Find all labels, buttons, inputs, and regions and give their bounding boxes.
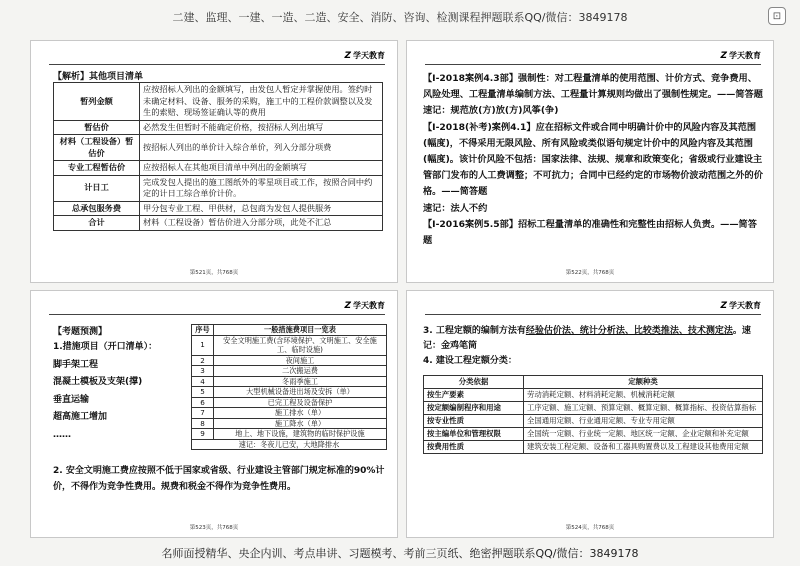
brand-logo-text: 学天教育 <box>353 51 385 60</box>
case-note-2016: 【Ⅰ-2016案例5.5部】招标工程量清单的准确性和完整性由招标人负责。——简答题 <box>423 218 757 247</box>
row-number: 1 <box>192 335 214 355</box>
case-notes <box>423 71 782 249</box>
brand-logo-icon: Z <box>720 300 727 311</box>
row-types: 全国通用定额、行业通用定额、专业专用定额 <box>524 415 763 428</box>
table-row <box>424 389 763 402</box>
row-text: 冬雨季施工 <box>214 376 387 387</box>
row-label: 计日工 <box>54 175 140 201</box>
measures-table <box>191 324 387 450</box>
top-banner <box>0 0 800 34</box>
table-row <box>192 408 387 419</box>
table-note-row <box>192 439 387 450</box>
col-header-no: 序号 <box>192 325 214 336</box>
row-text: 二次搬运费 <box>214 366 387 377</box>
table-row <box>54 201 383 216</box>
row-text: 地上、地下设施，建筑物的临时保护设施 <box>214 429 387 440</box>
table-row <box>424 441 763 454</box>
brand-logo-text: 学天教育 <box>353 301 385 310</box>
header-divider <box>425 314 761 315</box>
page-number: 第523页，共768页 <box>189 525 239 531</box>
page-521 <box>30 40 398 283</box>
page-522 <box>406 40 782 283</box>
mnemonic-note: 速记：法人不约 <box>423 202 488 214</box>
row-number: 9 <box>192 429 214 440</box>
forecast-title: 【考题预测】 <box>53 327 108 337</box>
table-row <box>192 376 387 387</box>
row-text: 材料（工程设备）暂估价进入分部分项，此处不汇总 <box>140 216 383 231</box>
quota-notes <box>423 324 763 369</box>
row-number: 8 <box>192 418 214 429</box>
table-row <box>424 428 763 441</box>
brand-logo-text: 学天教育 <box>729 301 761 310</box>
other-items-table <box>53 82 383 231</box>
row-text: 必然发生但暂时不能确定价格，按招标人列出填写 <box>140 120 383 135</box>
section-heading: 【解析】其他项目清单 <box>53 72 144 82</box>
safety-fee-note: 2. 安全文明施工费应按照不低于国家或省级、行业建设主管部门规定标准的90%计价，不得作为竞争性费用。规费和税金不得作为竞争性费用。 <box>53 466 385 492</box>
row-types: 劳动消耗定额、材料消耗定额、机械消耗定额 <box>524 389 763 402</box>
top-banner-text: 二建、监理、一建、一造、二造、安全、消防、咨询、检测课程押题联系QQ/微信：3849178 <box>172 11 628 24</box>
forecast-list <box>53 325 191 444</box>
row-types: 建筑安装工程定额、设备和工器具购置费以及工程建设其他费用定额 <box>524 441 763 454</box>
row-basis: 按主编单位和管理权限 <box>424 428 524 441</box>
row-text: 施工降水（单） <box>214 418 387 429</box>
brand-logo-icon: Z <box>720 50 727 61</box>
scan-icon[interactable]: ⊡ <box>768 7 786 25</box>
row-basis: 按专业性质 <box>424 415 524 428</box>
table-row <box>424 415 763 428</box>
table-row <box>424 402 763 415</box>
header-divider <box>49 314 385 315</box>
row-text: 夜间施工 <box>214 355 387 366</box>
row-text: 安全文明施工费(含环境保护、文明施工、安全施工、临时设施) <box>214 335 387 355</box>
row-label: 总承包服务费 <box>54 201 140 216</box>
row-text: 大型机械设备进出场及安拆（单） <box>214 387 387 398</box>
header-divider <box>425 64 761 65</box>
brand-logo <box>344 300 385 311</box>
col-header-basis: 分类依据 <box>424 376 524 389</box>
quota-classification-title: 4. 建设工程定额分类： <box>423 356 517 366</box>
case-note-2018-makeup: 【Ⅰ-2018(补考)案例4.1】应在招标文件或合同中明确计价中的风险内容及其范围(幅度)，不得采用无限风险、所有风险或类似语句规定计价中的风险内容及其范围(幅度)。该计价风险不包括：国家法律、法规、规章和政策变化；省级或行业建设主管部门发布的人工费调整；不可抗力；合同中已经约定的市场物价波动范围之外的价格。——简答题 <box>423 121 763 198</box>
forecast-item: 混凝土模板及支架(撑) <box>53 377 143 387</box>
table-row <box>54 135 383 161</box>
header-divider <box>49 64 385 65</box>
table-row <box>192 418 387 429</box>
table-row <box>54 83 383 121</box>
quota-methods-prefix: 3. 工程定额的编制方法有 <box>423 326 526 336</box>
row-label: 材料（工程设备）暂估价 <box>54 135 140 161</box>
col-header-types: 定额种类 <box>524 376 763 389</box>
forecast-item: 超高施工增加 <box>53 412 108 422</box>
brand-logo-icon: Z <box>344 300 351 311</box>
row-label: 合计 <box>54 216 140 231</box>
page-number: 第521页，共768页 <box>189 270 239 276</box>
col-header-item: 一般措施费项目一览表 <box>214 325 387 336</box>
row-basis: 按生产要素 <box>424 389 524 402</box>
table-header-row <box>424 376 763 389</box>
brand-logo <box>720 50 761 61</box>
row-basis: 按费用性质 <box>424 441 524 454</box>
brand-logo-text: 学天教育 <box>729 51 761 60</box>
table-row <box>192 335 387 355</box>
forecast-item: …… <box>53 429 71 440</box>
page-523 <box>30 290 398 538</box>
page-number: 第524页，共768页 <box>565 525 615 531</box>
table-header-row <box>192 325 387 336</box>
forecast-item: 脚手架工程 <box>53 359 99 370</box>
row-number: 2 <box>192 355 214 366</box>
table-note: 速记：冬夜儿已安，大地降排水 <box>192 439 387 450</box>
row-types: 全国统一定额、行业统一定额、地区统一定额、企业定额和补充定额 <box>524 428 763 441</box>
brand-logo <box>720 300 761 311</box>
quota-methods-line <box>423 324 763 354</box>
row-label: 暂列金额 <box>54 83 140 121</box>
quota-classification-table <box>423 375 763 454</box>
row-text: 已完工程及设备保护 <box>214 397 387 408</box>
table-row <box>192 429 387 440</box>
page-number: 第522页，共768页 <box>565 270 615 276</box>
row-text: 完成发包人提出的施工图纸外的零星项目或工作，按照合同中约定的计日工综合单价计价。 <box>140 175 383 201</box>
table-row <box>192 387 387 398</box>
bottom-banner <box>0 540 800 566</box>
row-number: 3 <box>192 366 214 377</box>
forecast-item: 垂直运输 <box>53 394 90 405</box>
table-row <box>54 216 383 231</box>
row-text: 按招标人列出的单价计入综合单价，列入分部分项费 <box>140 135 383 161</box>
table-row <box>54 175 383 201</box>
page-524 <box>406 290 774 538</box>
row-number: 7 <box>192 408 214 419</box>
table-row <box>192 355 387 366</box>
row-number: 6 <box>192 397 214 408</box>
row-text: 应按招标人列出的金额填写，由发包人暂定并掌握使用。签约时未确定材料、设备、服务的采购，施工中的工程价款调整以及发生的索赔、现场签证确认等的费用 <box>140 83 383 121</box>
brand-logo-icon: Z <box>344 50 351 61</box>
row-basis: 按定额编制程序和用途 <box>424 402 524 415</box>
table-row <box>192 397 387 408</box>
row-text: 应按招标人在其他项目清单中列出的金额填写 <box>140 161 383 176</box>
bottom-banner-text: 名师面授精华、央企内训、考点串讲、习题模考、考前三页纸、绝密押题联系QQ/微信：3849178 <box>161 547 639 560</box>
quota-methods-suffix: 。速记：金鸡笔筒 <box>423 326 751 351</box>
row-number: 5 <box>192 387 214 398</box>
table-row <box>54 120 383 135</box>
forecast-item: 1.措施项目（开口清单）： <box>53 342 158 352</box>
row-label: 专业工程暂估价 <box>54 161 140 176</box>
row-text: 甲分包专业工程、甲供材，总包商为发包人提供服务 <box>140 201 383 216</box>
row-types: 工序定额、施工定额、预算定额、概算定额、概算指标、投资估算指标 <box>524 402 763 415</box>
quota-methods-list: 经验估价法、统计分析法、比较类推法、技术测定法 <box>525 326 733 336</box>
brand-logo <box>344 50 385 61</box>
table-row <box>54 161 383 176</box>
row-number: 4 <box>192 376 214 387</box>
row-text: 施工排水（单） <box>214 408 387 419</box>
table-row <box>192 366 387 377</box>
row-label: 暂估价 <box>54 120 140 135</box>
case-note-2018: 【Ⅰ-2018案例4.3部】强制性：对工程量清单的使用范围、计价方式、竞争费用、风险处理、工程量清单编制方法、工程量计算规则均做出了强制性规定。——简答题 速记：规范放(方)放(方)风筝(争) <box>423 73 782 117</box>
